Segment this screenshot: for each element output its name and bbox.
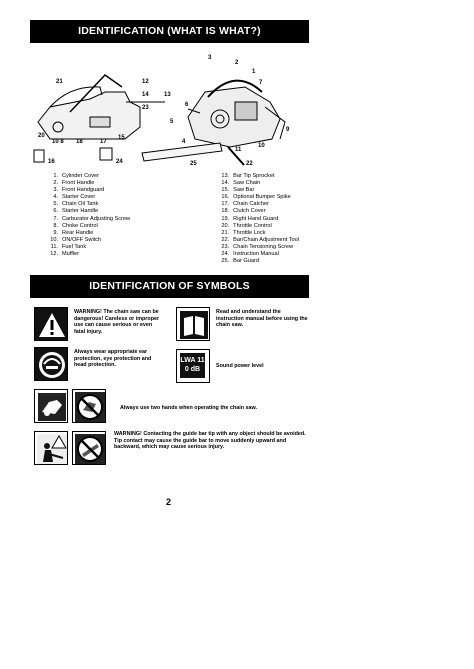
part-number: 6. (53, 208, 58, 215)
part-number: 18. (221, 208, 230, 215)
manual-page (30, 20, 309, 475)
part-item (44, 194, 130, 201)
part-label: Optional Bumper Spike (233, 194, 291, 201)
warning-triangle-icon (35, 308, 68, 341)
part-label: Carburator Adjusting Screw (62, 215, 131, 222)
part-label: Bar Guard (233, 258, 259, 265)
part-item (215, 258, 299, 265)
page-number: 2 (166, 497, 172, 507)
identification-header: IDENTIFICATION (WHAT IS WHAT?) (30, 20, 309, 43)
symbols-grid (30, 305, 309, 475)
callout-4: 4 (182, 139, 186, 145)
callout-11: 11 (235, 147, 242, 153)
part-label: Saw Chain (233, 180, 261, 187)
callout-10: 10 (258, 143, 265, 149)
part-label: Front Handle (62, 180, 95, 187)
parts-list-left (44, 173, 130, 265)
part-label: Throttle Control (233, 222, 272, 229)
part-item (44, 244, 130, 251)
part-item (215, 223, 299, 230)
part-item (44, 251, 130, 258)
part-item (215, 194, 299, 201)
part-item (44, 208, 130, 215)
callout-16: 16 (48, 159, 55, 165)
callout-18: 18 (76, 139, 83, 145)
part-item (44, 230, 130, 237)
callout-17: 17 (100, 139, 107, 145)
callout-10-8: 10 8 (52, 139, 64, 145)
part-number: 12. (50, 251, 58, 258)
part-item (44, 223, 130, 230)
part-number: 7. (53, 215, 58, 222)
part-label: Front Handguard (62, 187, 105, 194)
part-item (215, 187, 299, 194)
prohibited-one-hand-icon (73, 390, 106, 423)
callout-24: 24 (116, 159, 123, 165)
part-item (215, 216, 299, 223)
callout-23: 23 (142, 105, 149, 111)
part-label: Saw Bar (233, 187, 255, 194)
callout-25: 25 (190, 161, 197, 167)
part-number: 22. (221, 236, 230, 243)
part-item (215, 173, 299, 180)
kickback-text: WARNING! Contacting the guide bar tip with any object should be avoided. Tip contact may cause the guide bar to move suddenly upward and backward, which may cause serious injury. (114, 431, 306, 451)
manual-symbol (176, 307, 210, 341)
kickback-warning-icon (35, 432, 68, 465)
two-hands-text: Always use two hands when operating the chain saw. (120, 405, 257, 412)
part-number: 3. (53, 187, 58, 194)
callout-14: 14 (142, 92, 149, 98)
part-item (215, 201, 299, 208)
callout-13: 13 (164, 92, 171, 98)
part-label: Chain Catcher (233, 201, 269, 208)
part-number: 16. (221, 194, 230, 201)
sound-level-value: LWA 110 dB (180, 353, 205, 378)
part-label: Starter Handle (62, 208, 99, 215)
no-one-hand-symbol (72, 389, 106, 423)
warning-symbol (34, 307, 68, 341)
part-number: 24. (221, 251, 230, 258)
part-label: Throttle Lock (233, 229, 266, 236)
part-label: Fuel Tank (62, 243, 87, 250)
protection-symbol (34, 347, 68, 381)
part-number: 23. (221, 243, 230, 250)
sound-level-text: Sound power level (216, 363, 264, 370)
protection-text: Always wear appropriate ear protection, eye protection and head protection. (74, 349, 152, 369)
part-number: 5. (53, 201, 58, 208)
part-number: 4. (53, 194, 58, 201)
part-label: Rear Handle (62, 229, 94, 236)
part-label: Chain Oil Tank (62, 201, 99, 208)
part-label: Bar Tip Sprocket (233, 173, 275, 179)
chainsaw-illustration (30, 47, 309, 167)
part-item (215, 180, 299, 187)
kickback-symbol (34, 431, 68, 465)
callout-15: 15 (118, 135, 125, 141)
callout-9: 9 (286, 127, 290, 133)
part-label: Bar/Chain Adjustment Tool (233, 236, 299, 243)
part-number: 14. (221, 180, 230, 187)
part-number: 21. (221, 229, 230, 236)
part-item (44, 237, 130, 244)
chainsaw-diagram (30, 47, 309, 167)
part-number: 2. (53, 180, 58, 187)
manual-text: Read and understand the instruction manual before using the chain saw. (216, 309, 308, 329)
part-label: Instruction Manual (233, 251, 279, 258)
part-number: 8. (53, 222, 58, 229)
callout-21: 21 (56, 79, 63, 85)
part-item (44, 201, 130, 208)
part-number: 17. (221, 201, 230, 208)
hands-on-handles-icon (35, 390, 68, 423)
no-tip-contact-symbol (72, 431, 106, 465)
part-item (215, 237, 299, 244)
part-number: 9. (53, 229, 58, 236)
callout-22: 22 (246, 161, 253, 167)
parts-list-right (215, 173, 299, 265)
callout-20: 20 (38, 133, 45, 139)
part-item (215, 230, 299, 237)
callout-2: 2 (235, 60, 239, 66)
callout-6: 6 (185, 102, 189, 108)
part-label: Choke Control (62, 222, 98, 229)
part-label: ON/OFF Switch (62, 236, 102, 243)
part-number: 20. (221, 222, 230, 229)
two-hands-symbol (34, 389, 68, 423)
part-number: 10. (50, 236, 58, 243)
part-number: 25. (221, 258, 230, 265)
part-label: Cylinder Cover (62, 173, 99, 179)
callout-7: 7 (259, 80, 263, 86)
part-number: 11. (50, 243, 58, 250)
part-label: Chain Tensioning Screw (233, 243, 294, 250)
part-item (215, 208, 299, 215)
warning-text: WARNING! The chain saw can be dangerous! Careless or improper use can cause serious or even fatal injury. (74, 309, 160, 335)
part-label: Clutch Cover (233, 208, 266, 215)
part-number: 15. (221, 187, 230, 194)
callout-12: 12 (142, 79, 149, 85)
part-label: Muffler (62, 251, 79, 258)
part-item (44, 216, 130, 223)
sound-level-symbol (176, 349, 210, 383)
part-item (44, 187, 130, 194)
prohibited-bar-tip-contact-icon (73, 432, 106, 465)
part-number: 1. (53, 173, 58, 179)
book-icon (177, 308, 210, 341)
part-item (215, 251, 299, 258)
callout-5: 5 (170, 119, 174, 125)
symbols-header: IDENTIFICATION OF SYMBOLS (30, 275, 309, 298)
part-item (44, 173, 130, 180)
ear-eye-head-protection-icon (35, 348, 68, 381)
callout-3: 3 (208, 55, 212, 61)
part-label: Right Hand Guard (233, 215, 279, 222)
part-item (44, 180, 130, 187)
part-number: 13. (221, 173, 230, 179)
part-item (215, 244, 299, 251)
part-label: Starter Cover (62, 194, 96, 201)
parts-list (30, 173, 309, 265)
callout-1: 1 (252, 69, 256, 75)
part-number: 19. (221, 215, 230, 222)
